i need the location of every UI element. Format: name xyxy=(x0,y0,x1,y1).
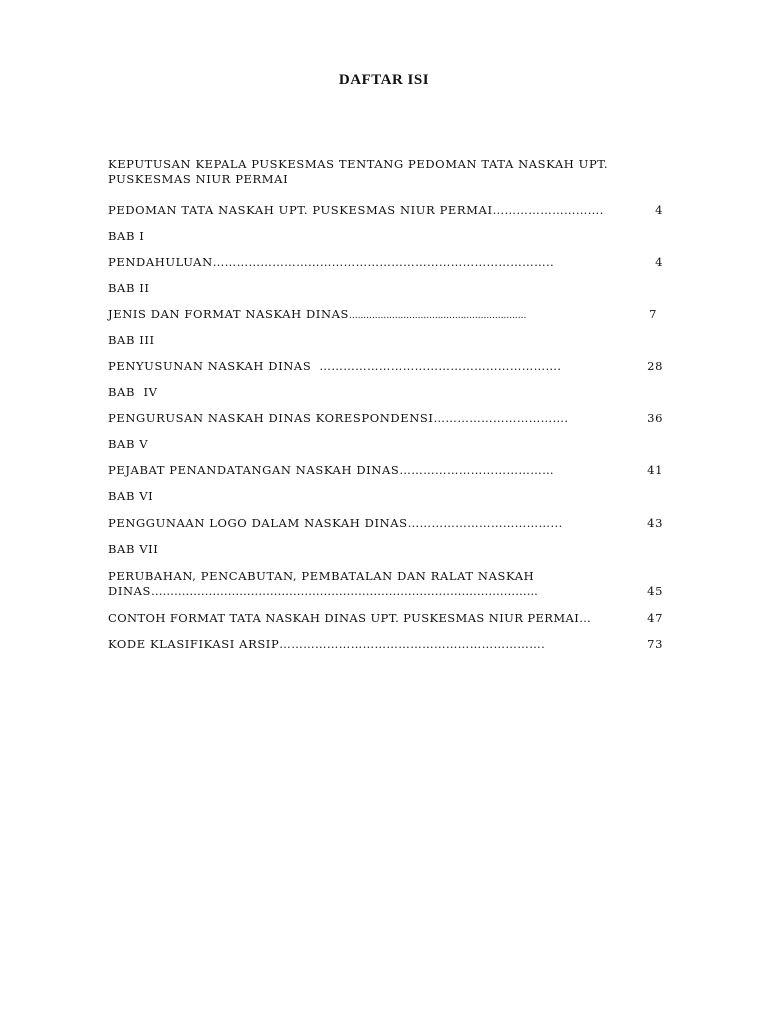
toc-leader-dots: ……………………………………………………………………………………….. xyxy=(151,584,538,598)
toc-chapter-label: BAB III xyxy=(108,333,155,347)
toc-entry-pengurusan xyxy=(108,411,663,426)
toc-entry-contoh-format xyxy=(108,611,663,626)
toc-page-number: 4 xyxy=(655,203,663,217)
toc-page-number: 73 xyxy=(647,637,663,651)
toc-entry-pendahuluan xyxy=(108,255,663,270)
toc-entry-text: PENDAHULUAN xyxy=(108,255,213,269)
toc-entry-bab-4 xyxy=(108,385,663,400)
toc-entry-kode-klasifikasi xyxy=(108,637,663,652)
toc-entry-bab-6 xyxy=(108,489,663,504)
toc-page-number: 36 xyxy=(647,411,663,425)
toc-entry-keputusan xyxy=(108,157,663,187)
toc-chapter-label: BAB IV xyxy=(108,385,158,399)
toc-entry-text: KEPUTUSAN KEPALA PUSKESMAS TENTANG PEDOMAN TATA NASKAH UPT. xyxy=(108,157,609,171)
toc-entry-pejabat xyxy=(108,463,663,478)
toc-chapter-label: BAB VII xyxy=(108,542,159,556)
toc-entry-pedoman xyxy=(108,203,663,218)
toc-entry-perubahan xyxy=(108,569,663,599)
toc-chapter-label: BAB I xyxy=(108,229,145,243)
toc-entry-text: KODE KLASIFIKASI ARSIP xyxy=(108,637,280,651)
toc-entry-text-continued: PUSKESMAS NIUR PERMAI xyxy=(108,172,289,186)
toc-leader-dots: ………………………………………………………………………….. xyxy=(212,255,555,269)
toc-leader-dots: ………………………. xyxy=(492,203,604,217)
toc-leader-dots: ……………………………………………………. xyxy=(311,359,562,373)
toc-entry-text-continued: DINAS xyxy=(108,584,152,598)
toc-entry-text: PENGURUSAN NASKAH DINAS KORESPONDENSI xyxy=(108,411,434,425)
toc-page-number: 43 xyxy=(647,516,663,530)
toc-leader-dots: ………………………………... xyxy=(407,516,563,530)
toc-entry-text: PENGGUNAAN LOGO DALAM NASKAH DINAS xyxy=(108,516,408,530)
toc-leader-dots: .............................................................. xyxy=(349,311,527,321)
toc-entry-bab-3 xyxy=(108,333,663,348)
toc-entry-bab-1 xyxy=(108,229,663,244)
toc-leader-dots: ………………………………… xyxy=(399,463,555,477)
toc-page-number: 4 xyxy=(655,255,663,269)
toc-entry-text: PENYUSUNAN NASKAH DINAS xyxy=(108,359,312,373)
toc-entry-jenis-format xyxy=(108,307,663,324)
toc-entry-bab-5 xyxy=(108,437,663,452)
toc-entry-text: CONTOH FORMAT TATA NASKAH DINAS UPT. PUSKESMAS NIUR PERMAI xyxy=(108,611,580,625)
toc-entry-text: JENIS DAN FORMAT NASKAH DINAS xyxy=(108,307,349,321)
toc-entry-penyusunan xyxy=(108,359,663,374)
toc-chapter-label: BAB VI xyxy=(108,489,154,503)
toc-entry-bab-7 xyxy=(108,542,663,557)
page-title: DAFTAR ISI xyxy=(338,72,430,88)
toc-leader-dots: … xyxy=(579,611,592,625)
toc-entry-logo xyxy=(108,516,663,531)
toc-page-number: 41 xyxy=(647,463,663,477)
toc-entry-text: PERUBAHAN, PENCABUTAN, PEMBATALAN DAN RALAT NASKAH xyxy=(108,569,535,583)
toc-page-number: 47 xyxy=(647,611,663,625)
toc-chapter-label: BAB V xyxy=(108,437,149,451)
toc-page-number: 45 xyxy=(647,584,663,598)
toc-page-number: 28 xyxy=(647,359,663,373)
toc-entry-bab-2 xyxy=(108,281,663,296)
toc-leader-dots: ……………………………. xyxy=(433,411,569,425)
toc-entry-text: PEJABAT PENANDATANGAN NASKAH DINAS xyxy=(108,463,400,477)
toc-page-number: 7 xyxy=(649,307,657,321)
toc-leader-dots: …………………………………………………………. xyxy=(279,637,546,651)
toc-entry-text: PEDOMAN TATA NASKAH UPT. PUSKESMAS NIUR PERMAI xyxy=(108,203,493,217)
toc-chapter-label: BAB II xyxy=(108,281,150,295)
